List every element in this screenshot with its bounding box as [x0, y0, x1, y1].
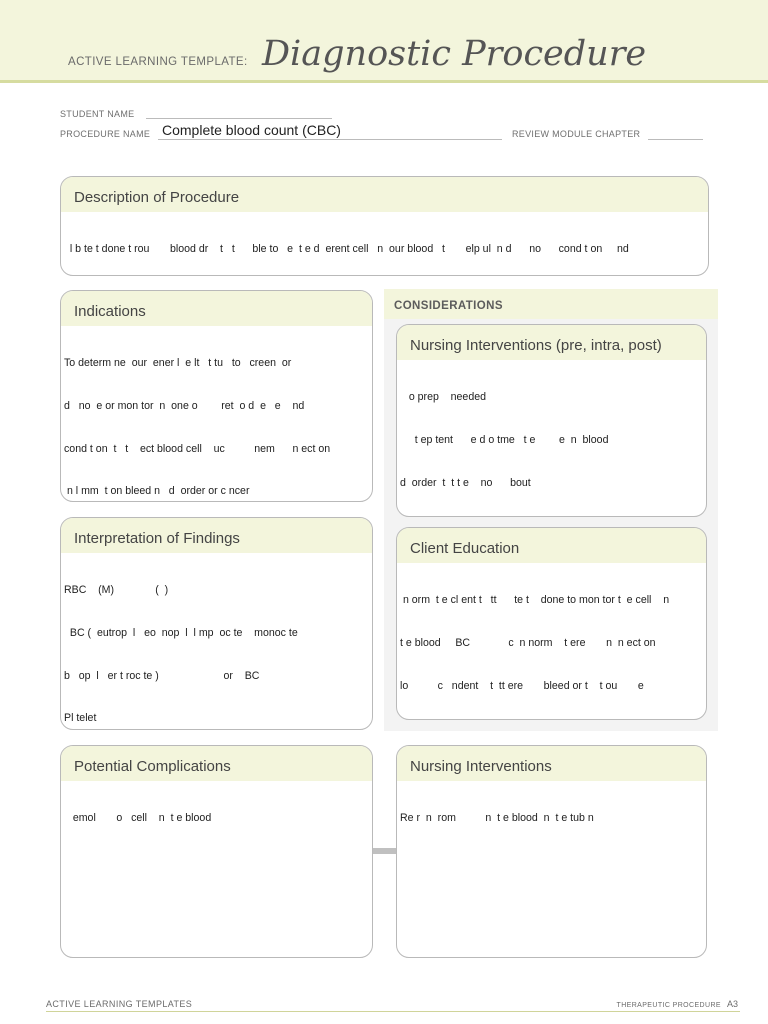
potential-complications-text[interactable] [61, 781, 372, 854]
procedure-name-value[interactable]: Complete blood count (CBC) [162, 122, 341, 138]
nursing-interventions-pip-title: Nursing Interventions (pre, intra, post) [397, 325, 706, 360]
description-text[interactable] [61, 212, 708, 276]
review-module-field[interactable] [648, 139, 703, 140]
text-line: RBC (M) ( ) [64, 584, 169, 597]
footer-divider [46, 1011, 740, 1012]
student-name-field[interactable] [146, 118, 332, 119]
text-line: o prep needed [400, 391, 486, 404]
client-education-card [396, 527, 707, 720]
page-title: Diagnostic Procedure [262, 34, 647, 74]
text-line: BC ( eutrop l eo nop l l mp oc te monoc te [64, 627, 298, 640]
indications-title: Indications [61, 291, 372, 326]
text-line: b op l er t roc te ) or BC [64, 669, 260, 682]
text-line: Re r n rom n t e blood n t e tub n [400, 812, 594, 825]
nursing-interventions-pip-card [396, 324, 707, 517]
text-line: t ep tent e d o tme t e e n blood [400, 434, 609, 447]
text-line: l b te t done t rou blood dr t t ble to e t e d erent cell n our blood t elp ul n d no cond t on nd [64, 243, 629, 256]
description-title: Description of Procedure [61, 177, 708, 212]
interpretation-card [60, 517, 373, 730]
text-line: lo c ndent t tt ere bleed or t t ou e [400, 679, 644, 692]
potential-complications-title: Potential Complications [61, 746, 372, 781]
nursing-interventions-pip-text[interactable] [397, 360, 706, 517]
nursing-interventions-text[interactable] [397, 781, 706, 854]
text-line: cond t on t t ect blood cell uc nem n ect on [64, 442, 331, 455]
considerations-label: CONSIDERATIONS [394, 300, 503, 312]
client-education-title: Client Education [397, 528, 706, 563]
nursing-interventions-title: Nursing Interventions [397, 746, 706, 781]
footer-right [617, 999, 738, 1009]
header-divider [0, 80, 768, 83]
indications-text[interactable] [61, 326, 372, 502]
procedure-name-field[interactable] [158, 139, 502, 140]
footer-left-label: ACTIVE LEARNING TEMPLATES [46, 999, 193, 1009]
text-line: t e blood BC c n norm t ere n n ect on [400, 637, 656, 650]
interpretation-title: Interpretation of Findings [61, 518, 372, 553]
student-name-label: STUDENT NAME [60, 109, 135, 119]
text-line: n orm t e cl ent t tt te t done to mon tor t e cell n [400, 594, 670, 607]
interpretation-text[interactable] [61, 553, 372, 730]
text-line: d order t t t e no bout [400, 476, 531, 489]
indications-card [60, 290, 373, 502]
template-label: ACTIVE LEARNING TEMPLATE: [68, 56, 248, 68]
review-module-label: REVIEW MODULE CHAPTER [512, 129, 641, 139]
potential-complications-card [60, 745, 373, 958]
client-education-text[interactable] [397, 563, 706, 720]
footer-section-label: THERAPEUTIC PROCEDURE [616, 1002, 721, 1009]
page-number: A3 [726, 999, 738, 1009]
procedure-name-label: PROCEDURE NAME [60, 129, 151, 139]
text-line: emol o cell n t e blood [64, 812, 212, 825]
text-line: n l mm t on bleed n d order or c ncer [64, 485, 250, 498]
text-line: d no e or mon tor n one o ret o d e e nd [64, 400, 305, 413]
connector-bar [373, 848, 398, 854]
text-line: To determ ne our ener l e lt t tu to creen or [64, 357, 292, 370]
description-card [60, 176, 709, 276]
text-line: Pl telet [64, 712, 97, 725]
nursing-interventions-card [396, 745, 707, 958]
